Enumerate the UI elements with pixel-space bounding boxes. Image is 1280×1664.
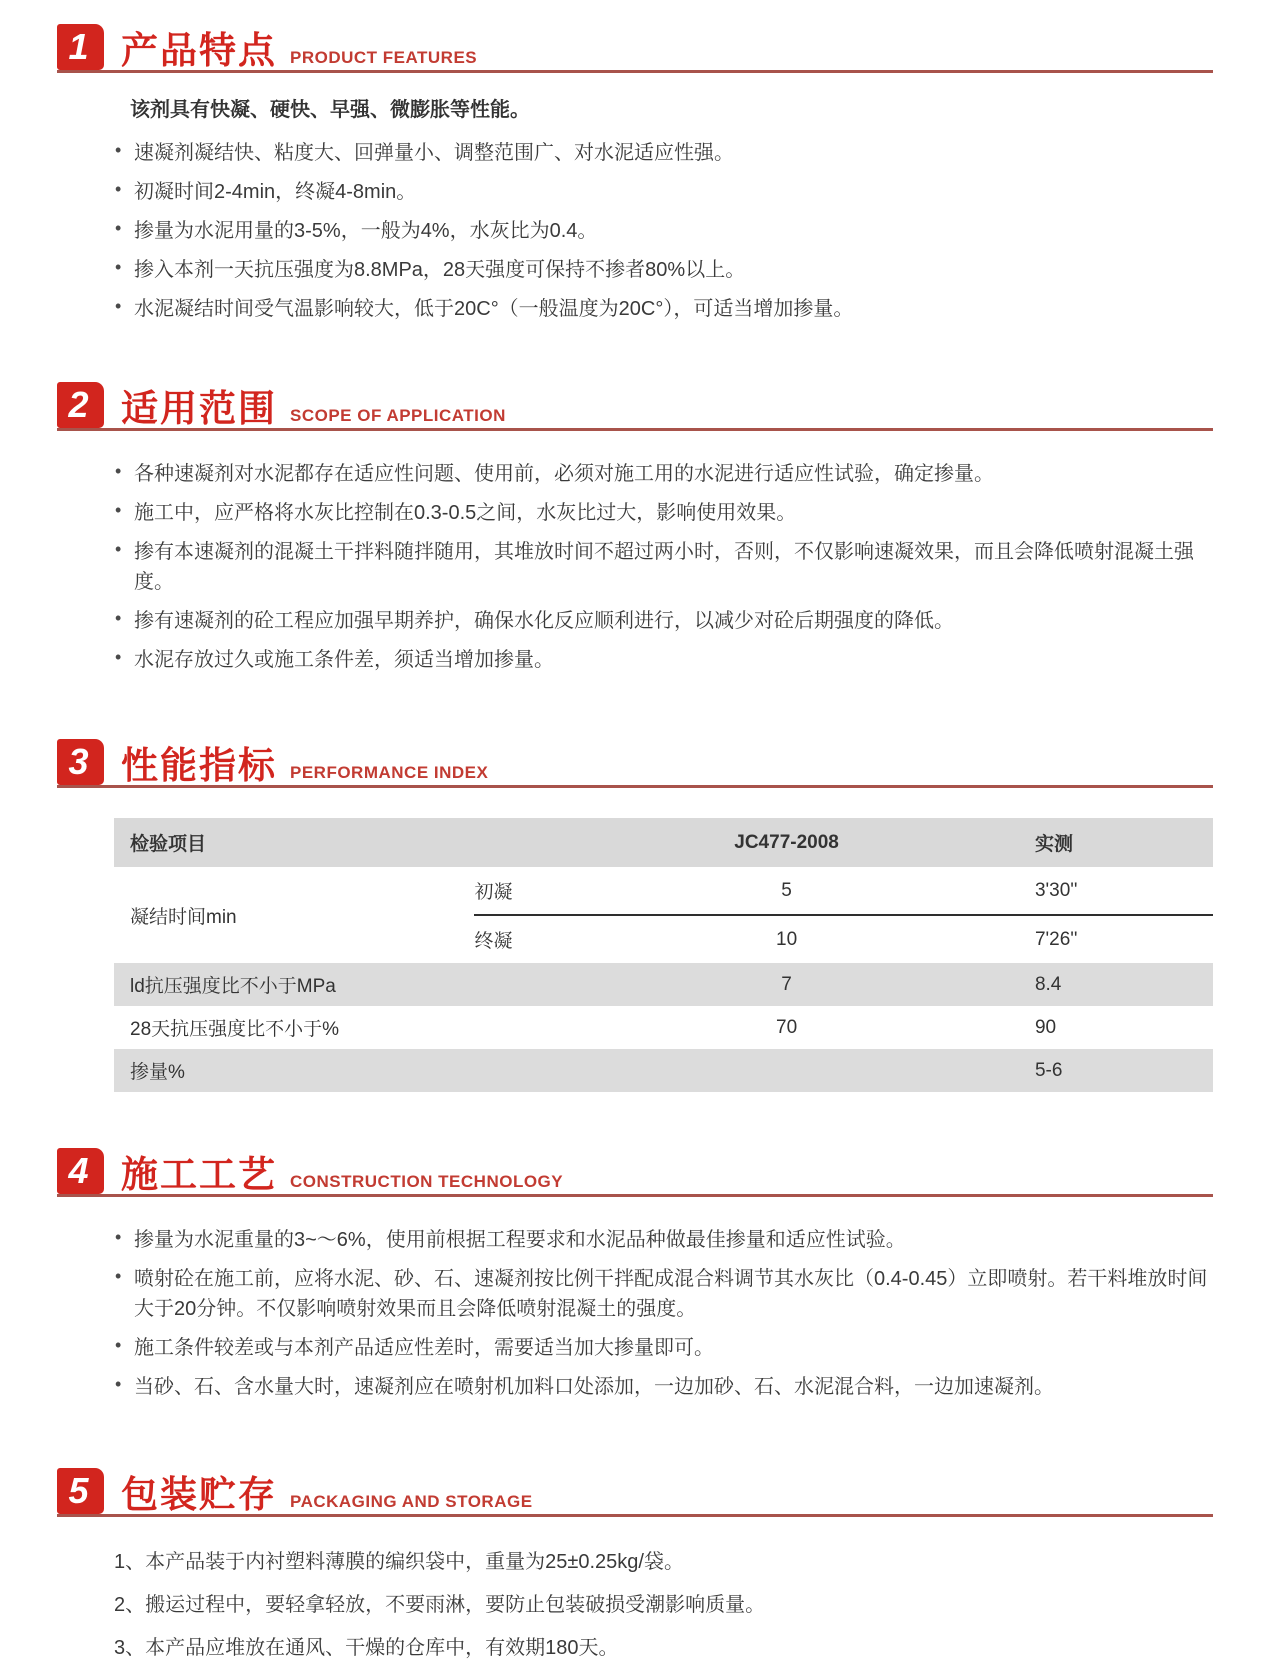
section-construction-technology [57,1148,1213,1402]
section-title-en: SCOPE OF APPLICATION [290,406,506,425]
features-list [114,138,1213,324]
table-header-row [114,818,1213,867]
cell-initial-set-standard: 5 [538,867,1035,915]
cell-label: 掺量% [114,1049,538,1092]
list-item: • 初凝时间2-4min，终凝4-8min。 [114,177,1213,207]
section-number-badge: 3 [57,739,104,785]
section-title-cn: 施工工艺 [121,1154,277,1195]
features-intro: 该剂具有快凝、硬快、早强、微膨胀等性能。 [130,99,530,121]
section-product-features [57,24,1213,324]
construction-list [114,1225,1213,1402]
list-item: • 水泥存放过久或施工条件差，须适当增加掺量。 [114,645,1213,675]
cell-standard: 70 [776,1016,798,1038]
table-row [114,1049,1213,1092]
section-header [57,739,1213,788]
section-packaging-storage [57,1468,1213,1664]
table-row [114,1006,1213,1049]
section-header [57,382,1213,431]
list-item: • 喷射砼在施工前，应将水泥、砂、石、速凝剂按比例干拌配成混合料调节其水灰比（0.4-0.45）立即喷射。若干料堆放时间大于20分钟。不仅影响喷射效果而且会降低喷射混凝土的强度。 [114,1264,1213,1324]
list-item: • 各种速凝剂对水泥都存在适应性问题、使用前，必须对施工用的水泥进行适应性试验，确定掺量。 [114,459,1213,489]
packaging-note: 3、本产品应堆放在通风、干燥的仓库中，有效期180天。 [114,1637,619,1659]
table-row [114,963,1213,1006]
cell-label: 28天抗压强度比不小于% [130,1019,340,1040]
section-body [114,818,1213,1092]
packaging-note: 2、搬运过程中，要轻拿轻放，不要雨淋，要防止包装破损受潮影响质量。 [114,1594,766,1616]
cell-initial-set-label: 初凝 [474,867,538,915]
cell-label: ld抗压强度比不小于MPa [114,963,538,1006]
list-item: • 掺量为水泥用量的3-5%，一般为4%，水灰比为0.4。 [114,216,1213,246]
section-scope-of-application [57,382,1213,675]
cell-measured: 8.4 [1035,963,1213,1006]
col-header-standard: JC477-2008 [538,818,1035,867]
section-title-en: PACKAGING AND STORAGE [290,1492,533,1511]
cell-final-set-measured: 7'26'' [1034,928,1078,950]
list-item: • 掺有本速凝剂的混凝土干拌料随拌随用，其堆放时间不超过两小时，否则，不仅影响速凝效果，而且会降低喷射混凝土强度。 [114,537,1213,597]
section-number-badge: 4 [57,1148,104,1194]
col-header-item: 检验项目 [114,818,538,867]
table-row [114,867,1213,915]
scope-list [114,459,1213,675]
section-header [57,1468,1213,1517]
cell-standard [538,1049,1035,1092]
section-number-badge: 1 [57,24,104,70]
section-number-badge: 2 [57,382,104,428]
section-header [57,1148,1213,1197]
performance-table [114,818,1213,1092]
section-title-en: CONSTRUCTION TECHNOLOGY [290,1172,564,1191]
list-item: • 掺有速凝剂的砼工程应加强早期养护，确保水化反应顺利进行，以减少对砼后期强度的降低。 [114,606,1213,636]
section-body [114,1225,1213,1402]
section-title-cn: 适用范围 [121,388,277,429]
section-body [114,1547,1213,1664]
list-item: • 施工条件较差或与本剂产品适应性差时，需要适当加大掺量即可。 [114,1333,1213,1363]
cell-standard: 7 [538,963,1035,1006]
section-performance-index [57,739,1213,1092]
cell-final-set-label: 终凝 [474,931,513,952]
section-title-en: PRODUCT FEATURES [290,48,478,67]
cell-setting-time-label: 凝结时间min [130,906,237,928]
section-header [57,24,1213,73]
list-item: • 施工中，应严格将水灰比控制在0.3-0.5之间，水灰比过大，影响使用效果。 [114,498,1213,528]
cell-measured: 90 [1034,1016,1057,1038]
list-item: • 掺量为水泥重量的3~～6%，使用前根据工程要求和水泥品种做最佳掺量和适应性试验。 [114,1225,1213,1255]
cell-final-set-standard: 10 [776,928,798,950]
section-title-cn: 产品特点 [121,30,277,71]
list-item: • 水泥凝结时间受气温影响较大，低于20C°（一般温度为20C°），可适当增加掺量。 [114,294,1213,324]
section-title-en: PERFORMANCE INDEX [290,763,489,782]
list-item: • 速凝剂凝结快、粘度大、回弹量小、调整范围广、对水泥适应性强。 [114,138,1213,168]
section-number-badge: 5 [57,1468,104,1514]
section-title-cn: 性能指标 [121,745,277,786]
section-body [114,459,1213,675]
col-header-measured: 实测 [1035,818,1213,867]
packaging-note: 1、本产品装于内衬塑料薄膜的编织袋中，重量为25±0.25kg/袋。 [114,1551,684,1573]
cell-initial-set-measured: 3'30'' [1035,867,1213,915]
list-item: • 当砂、石、含水量大时，速凝剂应在喷射机加料口处添加，一边加砂、石、水泥混合料，一边加速凝剂。 [114,1372,1213,1402]
cell-measured: 5-6 [1035,1049,1213,1092]
list-item: • 掺入本剂一天抗压强度为8.8MPa，28天强度可保持不掺者80%以上。 [114,255,1213,285]
section-body [114,93,1213,324]
section-title-cn: 包装贮存 [121,1474,277,1515]
